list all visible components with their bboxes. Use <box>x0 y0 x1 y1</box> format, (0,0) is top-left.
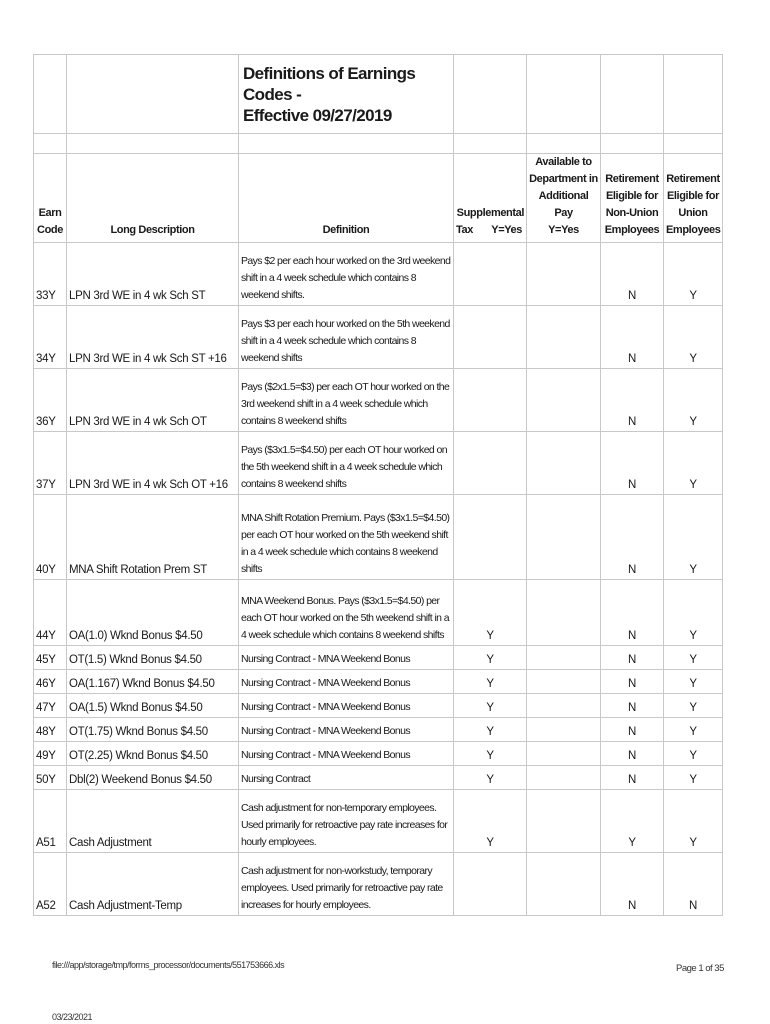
earn-code: 50Y <box>34 766 67 790</box>
definition-line: contains 8 weekend shifts <box>241 478 347 490</box>
earn-code: 48Y <box>34 718 67 742</box>
retirement-non-union-flag: N <box>601 718 664 742</box>
definition-line: MNA Weekend Bonus. Pays ($3x1.5=$4.50) per <box>241 595 440 607</box>
additional-pay-flag <box>527 853 601 916</box>
definition-line: hourly employees. <box>241 836 317 848</box>
supplemental-tax-flag <box>454 853 527 916</box>
header-long-description: Long Description <box>67 154 239 243</box>
earn-code: 45Y <box>34 646 67 670</box>
definition-line: in a 4 week schedule which contains 8 weekend <box>241 546 438 558</box>
supplemental-tax-flag: Y <box>454 580 527 646</box>
additional-pay-flag <box>527 766 601 790</box>
earnings-codes-table <box>33 54 723 916</box>
retirement-union-flag: Y <box>664 694 723 718</box>
table-row <box>34 718 723 742</box>
definition-line: Nursing Contract - MNA Weekend Bonus <box>241 677 411 689</box>
long-description: Cash Adjustment <box>67 790 239 853</box>
definition <box>239 670 454 694</box>
footer-date: 03/23/2021 <box>52 1012 93 1022</box>
definition-line: Pays $3 per each hour worked on the 5th weekend <box>241 318 450 330</box>
spacer-row <box>34 134 723 154</box>
earn-code: 34Y <box>34 306 67 369</box>
earn-code: 49Y <box>34 742 67 766</box>
footer-file-path: file:///app/storage/tmp/forms_processor/documents/551753666.xls <box>52 960 285 970</box>
retirement-non-union-flag: N <box>601 766 664 790</box>
definition-line: increases for hourly employees. <box>241 899 371 911</box>
retirement-union-flag: Y <box>664 432 723 495</box>
additional-pay-flag <box>527 432 601 495</box>
definition-line: Nursing Contract - MNA Weekend Bonus <box>241 749 411 761</box>
table-row <box>34 853 723 916</box>
definition-line: shift in a 4 week schedule which contains 8 <box>241 335 416 347</box>
additional-pay-flag <box>527 790 601 853</box>
table-row <box>34 306 723 369</box>
definition-line: the 5th weekend shift in a 4 week schedule which <box>241 461 443 473</box>
definition-line: Pays $2 per each hour worked on the 3rd weekend <box>241 255 451 267</box>
definition-line: Cash adjustment for non-temporary employees. <box>241 802 437 814</box>
definition-line: each OT hour worked on the 5th weekend shift in a <box>241 612 449 624</box>
retirement-non-union-flag: N <box>601 742 664 766</box>
header-retirement-non-union: Retirement Eligible for Non-Union Employees <box>601 154 664 243</box>
definition-line: 4 week schedule which contains 8 weekend shifts <box>241 629 444 641</box>
definition-line: contains 8 weekend shifts <box>241 415 347 427</box>
earn-code: 33Y <box>34 243 67 306</box>
long-description: MNA Shift Rotation Prem ST <box>67 495 239 580</box>
title-row <box>34 55 723 134</box>
retirement-non-union-flag: N <box>601 580 664 646</box>
supplemental-tax-flag <box>454 243 527 306</box>
definition <box>239 646 454 670</box>
retirement-union-flag: Y <box>664 670 723 694</box>
supplemental-tax-flag <box>454 369 527 432</box>
long-description: LPN 3rd WE in 4 wk Sch ST +16 <box>67 306 239 369</box>
supplemental-tax-flag: Y <box>454 646 527 670</box>
table-row <box>34 670 723 694</box>
definition <box>239 742 454 766</box>
additional-pay-flag <box>527 718 601 742</box>
title-line-2: Effective 09/27/2019 <box>243 105 392 125</box>
table-row <box>34 766 723 790</box>
additional-pay-flag <box>527 742 601 766</box>
header-row <box>34 154 723 243</box>
definition <box>239 718 454 742</box>
earn-code: 36Y <box>34 369 67 432</box>
additional-pay-flag <box>527 694 601 718</box>
retirement-union-flag: Y <box>664 766 723 790</box>
table-row <box>34 432 723 495</box>
additional-pay-flag <box>527 646 601 670</box>
table-row <box>34 369 723 432</box>
earn-code: 40Y <box>34 495 67 580</box>
retirement-union-flag: N <box>664 853 723 916</box>
retirement-non-union-flag: N <box>601 432 664 495</box>
earn-code: A51 <box>34 790 67 853</box>
header-earn-code: Earn Code <box>34 154 67 243</box>
definition-line: 3rd weekend shift in a 4 week schedule which <box>241 398 428 410</box>
additional-pay-flag <box>527 580 601 646</box>
retirement-union-flag: Y <box>664 790 723 853</box>
definition <box>239 495 454 580</box>
long-description: OA(1.167) Wknd Bonus $4.50 <box>67 670 239 694</box>
long-description: OT(1.75) Wknd Bonus $4.50 <box>67 718 239 742</box>
earn-code: A52 <box>34 853 67 916</box>
retirement-non-union-flag: Y <box>601 790 664 853</box>
supplemental-tax-flag <box>454 495 527 580</box>
footer-page-number: Page 1 of 35 <box>676 963 724 974</box>
table-row <box>34 742 723 766</box>
retirement-non-union-flag: N <box>601 306 664 369</box>
retirement-non-union-flag: N <box>601 670 664 694</box>
retirement-non-union-flag: N <box>601 243 664 306</box>
retirement-non-union-flag: N <box>601 694 664 718</box>
long-description: OT(1.5) Wknd Bonus $4.50 <box>67 646 239 670</box>
retirement-union-flag: Y <box>664 369 723 432</box>
earn-code: 47Y <box>34 694 67 718</box>
retirement-union-flag: Y <box>664 646 723 670</box>
definition <box>239 432 454 495</box>
definition <box>239 369 454 432</box>
supplemental-tax-flag: Y <box>454 694 527 718</box>
retirement-non-union-flag: N <box>601 369 664 432</box>
definition-line: Pays ($2x1.5=$3) per each OT hour worked on the <box>241 381 450 393</box>
retirement-non-union-flag: N <box>601 495 664 580</box>
definition-line: Used primarily for retroactive pay rate increases for <box>241 819 448 831</box>
retirement-union-flag: Y <box>664 243 723 306</box>
long-description: LPN 3rd WE in 4 wk Sch ST <box>67 243 239 306</box>
table-row <box>34 243 723 306</box>
earn-code: 37Y <box>34 432 67 495</box>
definition-line: employees. Used primarily for retroactive pay rate <box>241 882 443 894</box>
retirement-union-flag: Y <box>664 718 723 742</box>
additional-pay-flag <box>527 369 601 432</box>
retirement-union-flag: Y <box>664 742 723 766</box>
title-line-1: Definitions of Earnings Codes - <box>243 63 416 104</box>
additional-pay-flag <box>527 306 601 369</box>
definition-line: shift in a 4 week schedule which contains 8 <box>241 272 416 284</box>
supplemental-tax-flag <box>454 306 527 369</box>
long-description: OA(1.0) Wknd Bonus $4.50 <box>67 580 239 646</box>
table-row <box>34 694 723 718</box>
table-row <box>34 646 723 670</box>
definition-line: shifts <box>241 563 262 575</box>
definition-line: Nursing Contract - MNA Weekend Bonus <box>241 701 411 713</box>
long-description: LPN 3rd WE in 4 wk Sch OT <box>67 369 239 432</box>
supplemental-tax-flag: Y <box>454 766 527 790</box>
retirement-non-union-flag: N <box>601 646 664 670</box>
long-description: LPN 3rd WE in 4 wk Sch OT +16 <box>67 432 239 495</box>
definition-line: Nursing Contract - MNA Weekend Bonus <box>241 653 411 665</box>
definition <box>239 580 454 646</box>
definition-line: Cash adjustment for non-workstudy, temporary <box>241 865 433 877</box>
earnings-codes-sheet <box>33 54 722 916</box>
retirement-union-flag: Y <box>664 580 723 646</box>
long-description: Cash Adjustment-Temp <box>67 853 239 916</box>
definition <box>239 766 454 790</box>
additional-pay-flag <box>527 495 601 580</box>
table-row <box>34 790 723 853</box>
retirement-union-flag: Y <box>664 495 723 580</box>
definition-line: Nursing Contract <box>241 773 311 785</box>
supplemental-tax-flag: Y <box>454 742 527 766</box>
definition <box>239 790 454 853</box>
long-description: OA(1.5) Wknd Bonus $4.50 <box>67 694 239 718</box>
header-supplemental-tax: Supplemental Tax Y=Yes <box>454 154 527 243</box>
earn-code: 46Y <box>34 670 67 694</box>
definition <box>239 853 454 916</box>
additional-pay-flag <box>527 670 601 694</box>
supplemental-tax-flag: Y <box>454 790 527 853</box>
definition-line: Pays ($3x1.5=$4.50) per each OT hour worked on <box>241 444 447 456</box>
earn-code: 44Y <box>34 580 67 646</box>
long-description: OT(2.25) Wknd Bonus $4.50 <box>67 742 239 766</box>
definition-line: Nursing Contract - MNA Weekend Bonus <box>241 725 411 737</box>
definition-line: weekend shifts. <box>241 289 305 301</box>
supplemental-tax-flag: Y <box>454 718 527 742</box>
long-description: Dbl(2) Weekend Bonus $4.50 <box>67 766 239 790</box>
table-row <box>34 580 723 646</box>
definition <box>239 306 454 369</box>
table-row <box>34 495 723 580</box>
retirement-non-union-flag: N <box>601 853 664 916</box>
definition <box>239 694 454 718</box>
retirement-union-flag: Y <box>664 306 723 369</box>
supplemental-tax-flag: Y <box>454 670 527 694</box>
supplemental-tax-flag <box>454 432 527 495</box>
definition-line: per each OT hour worked on the 5th weekend shift <box>241 529 448 541</box>
header-retirement-union: Retirement Eligible for Union Employees <box>664 154 723 243</box>
sheet-title <box>239 55 454 134</box>
header-available-additional-pay: Available to Department in Additional Pay Y=Yes <box>527 154 601 243</box>
additional-pay-flag <box>527 243 601 306</box>
definition-line: weekend shifts <box>241 352 303 364</box>
definition <box>239 243 454 306</box>
definition-line: MNA Shift Rotation Premium. Pays ($3x1.5=$4.50) <box>241 512 450 524</box>
header-definition: Definition <box>239 154 454 243</box>
